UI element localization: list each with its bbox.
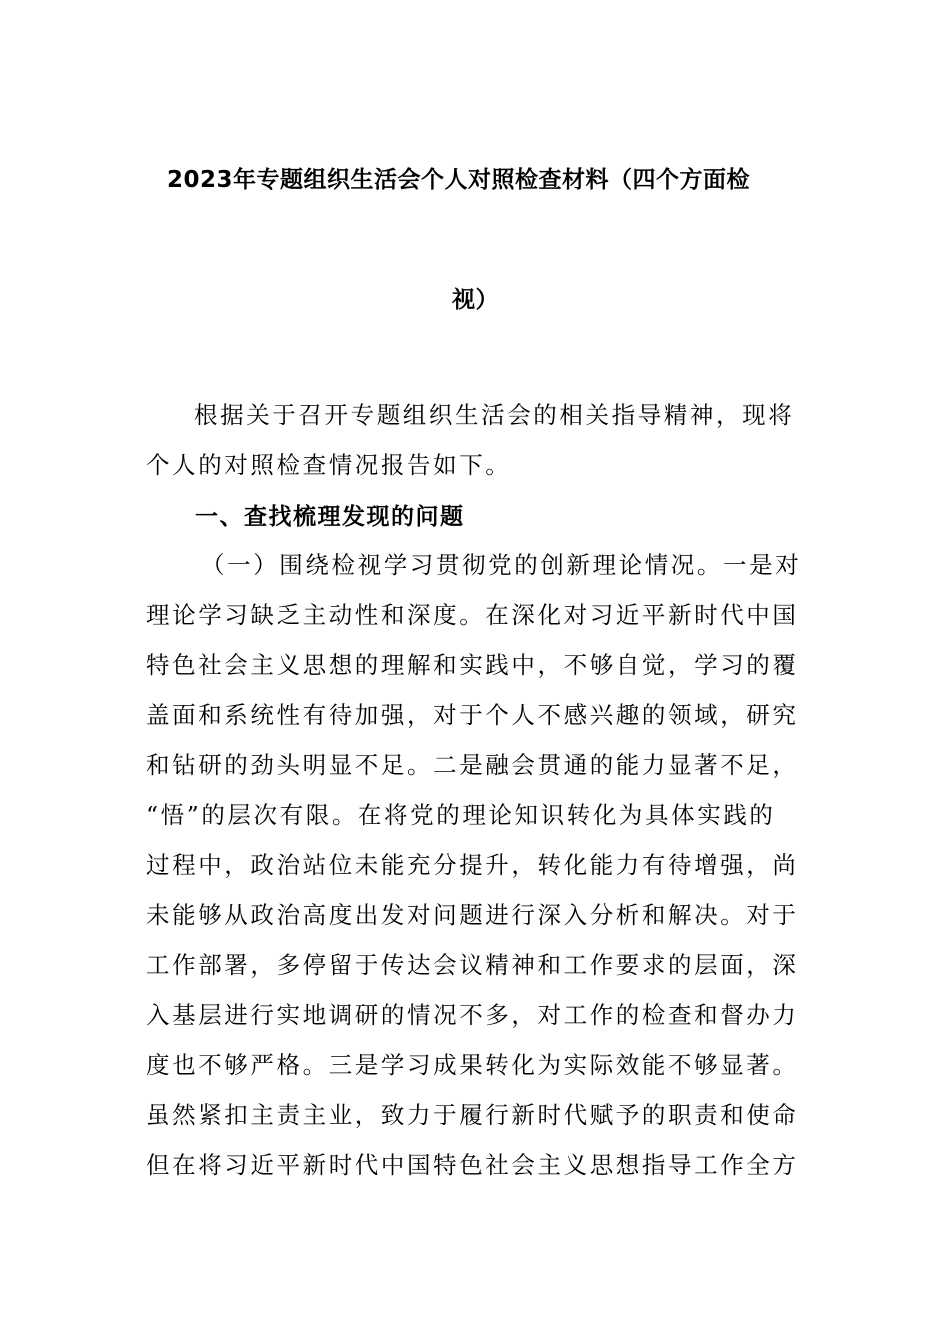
document-title-line-1: 2023年专题组织生活会个人对照检查材料（四个方面检 [167,167,751,193]
paragraph-line: 度也不够严格。三是学习成果转化为实际效能不够显著。 [146,1051,799,1079]
section-heading: 一、查找梳理发现的问题 [195,504,465,530]
intro-line: 个人的对照检查情况报告如下。 [146,451,512,479]
document-title-line-2: 视） [452,287,499,313]
paragraph-line: 特色社会主义思想的理解和实践中，不够自觉，学习的覆 [146,651,799,679]
paragraph-line: 和钻研的劲头明显不足。二是融会贯通的能力显著不足， [146,751,799,779]
intro-line: 根据关于召开专题组织生活会的相关指导精神，现将 [194,401,795,429]
paragraph-1 [146,540,806,1190]
paragraph-line: 虽然紧扣主责主业，致力于履行新时代赋予的职责和使命 [146,1101,799,1129]
paragraph-line: 过程中，政治站位未能充分提升，转化能力有待增强，尚 [146,851,799,879]
paragraph-line: 入基层进行实地调研的情况不多，对工作的检查和督办力 [146,1001,799,1029]
paragraph-line: 但在将习近平新时代中国特色社会主义思想指导工作全方 [146,1151,799,1179]
paragraph-line: “悟”的层次有限。在将党的理论知识转化为具体实践的 [146,801,776,829]
paragraph-line: 盖面和系统性有待加强，对于个人不感兴趣的领域，研究 [146,701,799,729]
paragraph-line: 未能够从政治高度出发对问题进行深入分析和解决。对于 [146,901,799,929]
paragraph-line: 理论学习缺乏主动性和深度。在深化对习近平新时代中国 [146,601,799,629]
paragraph-line: 工作部署，多停留于传达会议精神和工作要求的层面，深 [146,951,799,979]
intro-paragraph [146,390,806,490]
paragraph-line: （一）围绕检视学习贯彻党的创新理论情况。一是对 [201,551,802,579]
